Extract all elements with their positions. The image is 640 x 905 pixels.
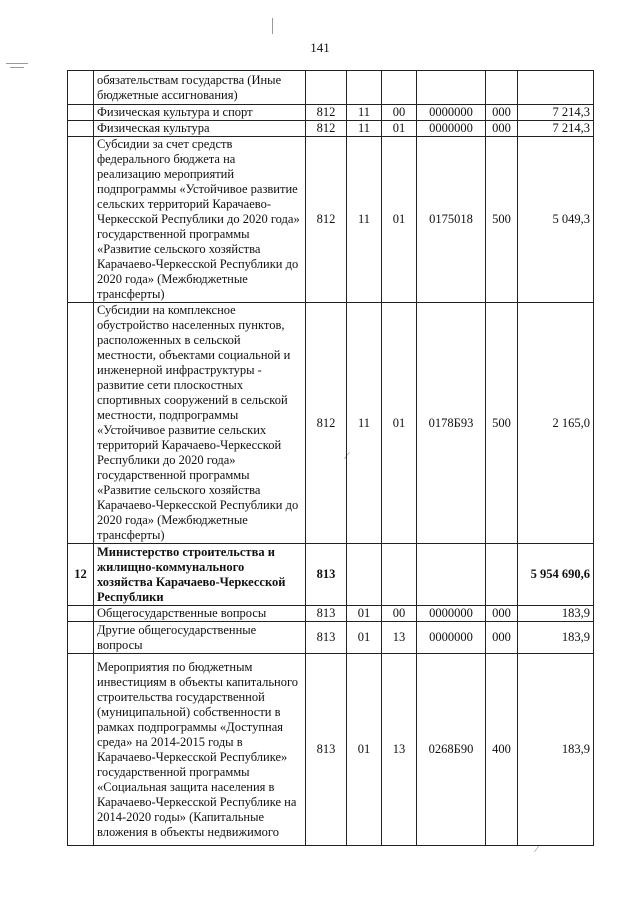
row-index-cell (68, 137, 94, 303)
page-number: 141 (310, 40, 330, 55)
table-row (68, 654, 594, 846)
stray-pen-mark: ⁄ (346, 450, 348, 462)
target-article-cell: 0000000 (417, 622, 486, 654)
row-name-cell: обязательствам государства (Иные бюджетные ассигнования) (94, 71, 306, 105)
expense-type-cell: 000 (486, 121, 518, 137)
section-code-cell: 11 (347, 303, 382, 544)
subsection-code-cell: 00 (382, 105, 417, 121)
row-name-cell: Другие общегосударственные вопросы (94, 622, 306, 654)
table-row (68, 121, 594, 137)
expense-type-cell: 000 (486, 622, 518, 654)
row-index-cell (68, 622, 94, 654)
target-article-cell: 0268Б90 (417, 654, 486, 846)
budget-table (67, 70, 594, 846)
row-name-cell: Мероприятия по бюджетным инвестициям в объекты капитального строительства государственной (муниципальной) собственности в рамках подпрограммы «Доступная среда» на 2014-2015 годы в Карачаево-Черкесской Республике» государственной программы «Социальная защита населения в Карачаево-Черкесской Республике на 2014-2020 годы» (Капитальные вложения в объекты недвижимого (94, 654, 306, 846)
row-index-cell (68, 105, 94, 121)
ministry-code-cell: 813 (306, 606, 347, 622)
expense-type-cell: 000 (486, 606, 518, 622)
section-code-cell: 11 (347, 121, 382, 137)
ministry-code-cell: 812 (306, 105, 347, 121)
subsection-code-cell: 13 (382, 622, 417, 654)
row-name-cell: Общегосударственные вопросы (94, 606, 306, 622)
table-row (68, 544, 594, 606)
row-name-cell: Министерство строительства и жилищно-коммунального хозяйства Карачаево-Черкесской Республики (94, 544, 306, 606)
subsection-code-cell: 00 (382, 606, 417, 622)
subsection-code-cell (382, 544, 417, 606)
expense-type-cell: 500 (486, 303, 518, 544)
target-article-cell: 0175018 (417, 137, 486, 303)
row-index-cell (68, 654, 94, 846)
expense-type-cell: 500 (486, 137, 518, 303)
ministry-code-cell: 812 (306, 137, 347, 303)
expense-type-cell: 000 (486, 105, 518, 121)
ministry-code-cell: 813 (306, 544, 347, 606)
amount-cell: 7 214,3 (518, 105, 594, 121)
section-code-cell (347, 544, 382, 606)
stray-pen-mark: ⁄ (536, 843, 538, 855)
table-row (68, 606, 594, 622)
section-code-cell: 11 (347, 105, 382, 121)
row-index-cell: 12 (68, 544, 94, 606)
target-article-cell: 0000000 (417, 606, 486, 622)
target-article-cell: 0000000 (417, 121, 486, 137)
row-index-cell (68, 71, 94, 105)
expense-type-cell: 400 (486, 654, 518, 846)
subsection-code-cell: 01 (382, 137, 417, 303)
amount-cell: 183,9 (518, 606, 594, 622)
target-article-cell (417, 71, 486, 105)
subsection-code-cell: 13 (382, 654, 417, 846)
target-article-cell (417, 544, 486, 606)
ministry-code-cell: 813 (306, 654, 347, 846)
target-article-cell: 0000000 (417, 105, 486, 121)
subsection-code-cell: 01 (382, 303, 417, 544)
row-name-cell: Физическая культура (94, 121, 306, 137)
table-row (68, 137, 594, 303)
ministry-code-cell: 812 (306, 121, 347, 137)
ministry-code-cell: 812 (306, 303, 347, 544)
expense-type-cell (486, 544, 518, 606)
amount-cell: 5 049,3 (518, 137, 594, 303)
section-code-cell (347, 71, 382, 105)
subsection-code-cell: 01 (382, 121, 417, 137)
table-row (68, 105, 594, 121)
target-article-cell: 0178Б93 (417, 303, 486, 544)
amount-cell: 183,9 (518, 622, 594, 654)
ministry-code-cell (306, 71, 347, 105)
table-row (68, 71, 594, 105)
section-code-cell: 01 (347, 606, 382, 622)
row-index-cell (68, 303, 94, 544)
section-code-cell: 01 (347, 622, 382, 654)
section-code-cell: 01 (347, 654, 382, 846)
row-name-cell: Физическая культура и спорт (94, 105, 306, 121)
table-row (68, 303, 594, 544)
expense-type-cell (486, 71, 518, 105)
row-index-cell (68, 606, 94, 622)
row-name-cell: Субсидии за счет средств федерального бюджета на реализацию мероприятий подпрограммы «Устойчивое развитие сельских территорий Карачаево-Черкесской Республики до 2020 года» государственной программы «Развитие сельского хозяйства Карачаево-Черкесской Республики до 2020 года» (Межбюджетные трансферты) (94, 137, 306, 303)
row-name-cell: Субсидии на комплексное обустройство населенных пунктов, расположенных в сельской местности, объектами социальной и инженерной инфраструктуры - развитие сети плоскостных спортивных сооружений в сельской местности, подпрограммы «Устойчивое развитие сельских территорий Карачаево-Черкесской Республики до 2020 года» государственной программы «Развитие сельского хозяйства Карачаево-Черкесской Республики до 2020 года» (Межбюджетные трансферты) (94, 303, 306, 544)
budget-table-body (68, 71, 594, 846)
row-index-cell (68, 121, 94, 137)
ministry-code-cell: 813 (306, 622, 347, 654)
amount-cell (518, 71, 594, 105)
amount-cell: 183,9 (518, 654, 594, 846)
table-row (68, 622, 594, 654)
amount-cell: 7 214,3 (518, 121, 594, 137)
section-code-cell: 11 (347, 137, 382, 303)
amount-cell: 2 165,0 (518, 303, 594, 544)
amount-cell: 5 954 690,6 (518, 544, 594, 606)
subsection-code-cell (382, 71, 417, 105)
